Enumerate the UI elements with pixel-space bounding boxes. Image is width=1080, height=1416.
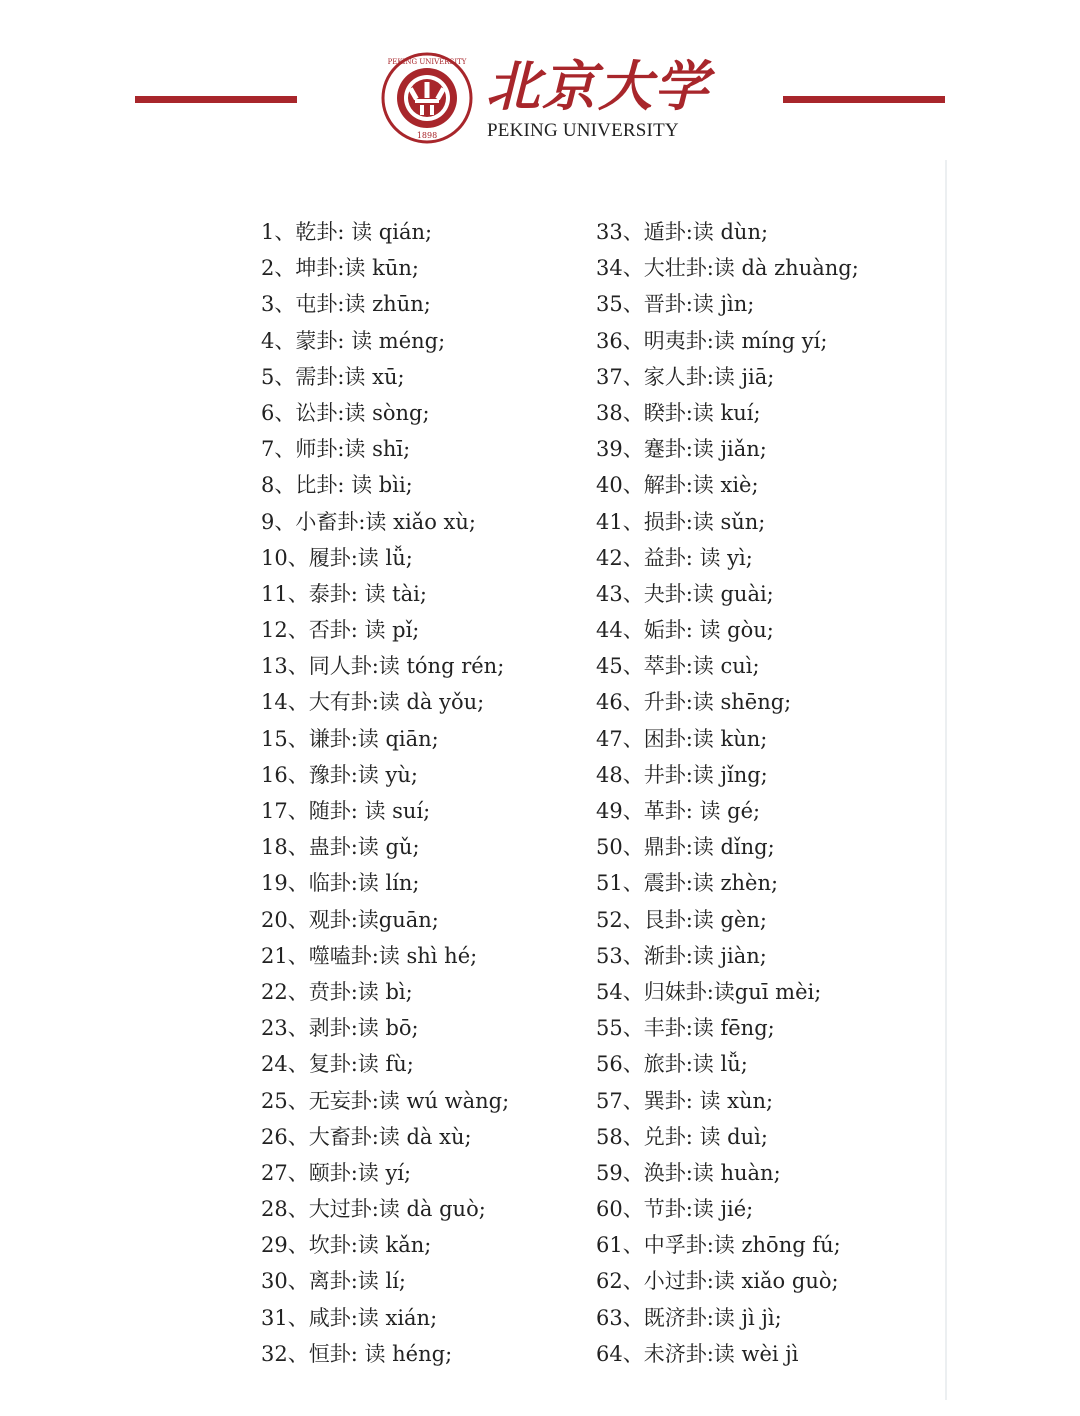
- hexagram-entry: 15、谦卦:读 qiān;: [261, 726, 439, 751]
- hexagram-entry: 60、节卦:读 jié;: [596, 1197, 754, 1222]
- hexagram-entry: 61、中孚卦:读 zhōng fú;: [596, 1233, 841, 1258]
- hexagram-entry: 38、睽卦:读 kuí;: [596, 400, 761, 425]
- svg-text:1898: 1898: [416, 131, 438, 140]
- hexagram-entry: 17、随卦: 读 suí;: [261, 799, 431, 823]
- hexagram-entry: 16、豫卦:读 yù;: [261, 762, 418, 787]
- hexagram-entry: 59、涣卦:读 huàn;: [596, 1160, 781, 1185]
- hexagram-entry: 41、损卦:读 sǔn;: [596, 509, 766, 534]
- hexagram-entry: 24、复卦:读 fù;: [261, 1052, 414, 1077]
- hexagram-entry: 34、大壮卦:读 dà zhuàng;: [596, 256, 859, 281]
- hexagram-entry: 56、旅卦:读 lǚ;: [596, 1052, 748, 1077]
- hexagram-entry: 54、归妹卦:读guī mèi;: [596, 979, 822, 1004]
- hexagram-entry: 5、需卦:读 xū;: [261, 364, 405, 389]
- hexagram-entry: 29、坎卦:读 kǎn;: [261, 1233, 432, 1258]
- hexagram-entry: 47、困卦:读 kùn;: [596, 726, 768, 751]
- hexagram-entry: 40、解卦:读 xiè;: [596, 473, 759, 498]
- hexagram-entry: 55、丰卦:读 fēng;: [596, 1016, 775, 1041]
- hexagram-entry: 32、恒卦: 读 héng;: [261, 1341, 453, 1366]
- hexagram-entry: 25、无妄卦:读 wú wàng;: [261, 1088, 510, 1113]
- hexagram-entry: 35、晋卦:读 jìn;: [596, 292, 755, 317]
- university-name-en: PEKING UNIVERSITY: [487, 120, 679, 141]
- hexagram-entry: 3、屯卦:读 zhūn;: [261, 292, 431, 317]
- hexagram-entry: 39、蹇卦:读 jiǎn;: [596, 437, 767, 462]
- hexagram-entry: 49、革卦: 读 gé;: [596, 799, 761, 823]
- hexagram-entry: 51、震卦:读 zhèn;: [596, 871, 779, 896]
- hexagram-entry: 10、履卦:读 lǚ;: [261, 545, 413, 570]
- hexagram-entry: 22、贲卦:读 bì;: [261, 979, 413, 1004]
- hexagram-entry: 58、兑卦: 读 duì;: [596, 1124, 768, 1149]
- hexagram-entry: 31、咸卦:读 xián;: [261, 1305, 438, 1330]
- hexagram-list-left: [261, 214, 581, 1372]
- hexagram-entry: 44、姤卦: 读 gòu;: [596, 618, 774, 643]
- hexagram-entry: 26、大畜卦:读 dà xù;: [261, 1124, 472, 1149]
- header: [0, 0, 1080, 160]
- hexagram-entry: 43、夬卦:读 guài;: [596, 581, 774, 606]
- hexagram-entry: 57、巽卦: 读 xùn;: [596, 1088, 774, 1113]
- hexagram-list-right: [596, 214, 916, 1372]
- hexagram-entry: 63、既济卦:读 jì jì;: [596, 1305, 782, 1330]
- hexagram-entry: 27、颐卦:读 yí;: [261, 1160, 412, 1185]
- hexagram-entry: 48、井卦:读 jǐng;: [596, 762, 768, 787]
- hexagram-entry: 13、同人卦:读 tóng rén;: [261, 654, 505, 679]
- hexagram-entry: 6、讼卦:读 sòng;: [261, 400, 430, 425]
- hexagram-entry: 42、益卦: 读 yì;: [596, 545, 753, 570]
- hexagram-entry: 30、离卦:读 lí;: [261, 1269, 406, 1294]
- hexagram-entry: 12、否卦: 读 pǐ;: [261, 618, 420, 643]
- university-name-cn: 北京大学: [486, 54, 710, 118]
- hexagram-entry: 23、剥卦:读 bō;: [261, 1016, 419, 1041]
- hexagram-entry: 2、坤卦:读 kūn;: [261, 256, 419, 281]
- hexagram-entry: 8、比卦: 读 bìi;: [261, 473, 413, 498]
- hexagram-entry: 4、蒙卦: 读 méng;: [261, 328, 446, 353]
- hexagram-entry: 36、明夷卦:读 míng yí;: [596, 328, 828, 353]
- hexagram-entry: 45、萃卦:读 cuì;: [596, 654, 760, 679]
- hexagram-entry: 1、乾卦: 读 qián;: [261, 220, 433, 244]
- hexagram-entry: 20、观卦:读guān;: [261, 907, 439, 932]
- hexagram-entry: 64、未济卦:读 wèi jì: [596, 1341, 799, 1366]
- hexagram-entry: 53、渐卦:读 jiàn;: [596, 943, 767, 968]
- hexagram-entry: 14、大有卦:读 dà yǒu;: [261, 690, 485, 715]
- hexagram-entry: 7、师卦:读 shī;: [261, 437, 411, 462]
- header-rule-left: [135, 96, 297, 103]
- hexagram-entry: 50、鼎卦:读 dǐng;: [596, 835, 775, 860]
- hexagram-entry: 52、艮卦:读 gèn;: [596, 907, 767, 932]
- hexagram-entry: 11、泰卦: 读 tài;: [261, 581, 427, 606]
- hexagram-entry: 19、临卦:读 lín;: [261, 871, 420, 896]
- header-rule-right: [783, 96, 945, 103]
- hexagram-entry: 28、大过卦:读 dà guò;: [261, 1197, 486, 1222]
- hexagram-entry: 37、家人卦:读 jiā;: [596, 364, 775, 389]
- hexagram-entry: 9、小畜卦:读 xiǎo xù;: [261, 509, 476, 534]
- hexagram-entry: 46、升卦:读 shēng;: [596, 690, 792, 715]
- hexagram-entry: 33、遁卦:读 dùn;: [596, 220, 769, 244]
- hexagram-entry: 18、蛊卦:读 gǔ;: [261, 835, 420, 860]
- university-seal-logo: [381, 52, 473, 144]
- hexagram-entry: 62、小过卦:读 xiǎo guò;: [596, 1269, 839, 1294]
- hexagram-entry: 21、噬嗑卦:读 shì hé;: [261, 943, 478, 968]
- svg-text:PEKING UNIVERSITY: PEKING UNIVERSITY: [387, 58, 467, 66]
